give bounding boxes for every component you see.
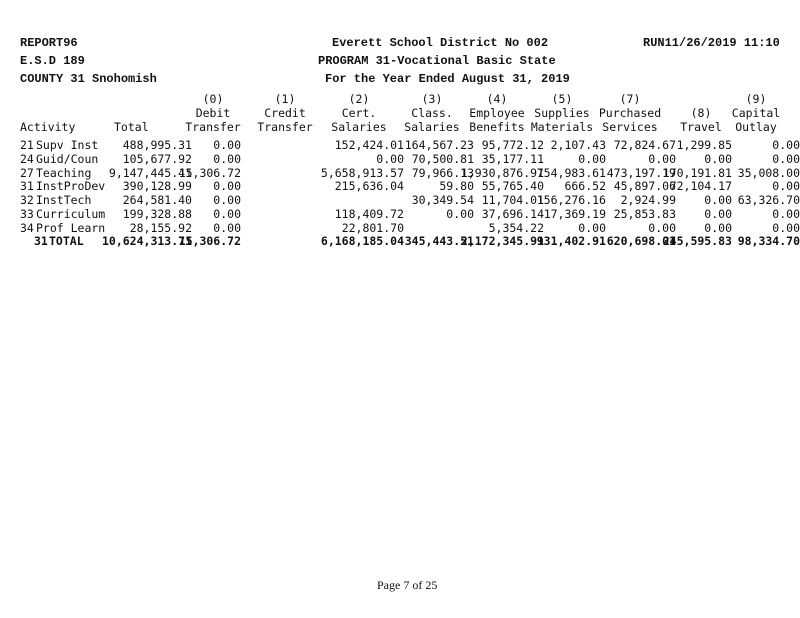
cell-c9: 0.00: [772, 207, 800, 221]
col-header-total: Total: [114, 120, 149, 134]
run-timestamp: RUN11/26/2019 11:10: [643, 36, 780, 50]
report-id: REPORT96: [20, 36, 78, 50]
total-total: 10,624,313.71: [101, 234, 192, 248]
col-header-c1: (1): [274, 92, 296, 106]
total-c5: 931,402.91: [536, 234, 606, 248]
col-header-c3: Salaries: [404, 120, 460, 134]
col-header-c1: Transfer: [257, 120, 313, 134]
cell-c8: 0.00: [704, 220, 732, 235]
col-header-c4: Benefits: [469, 120, 525, 134]
cell-c4: 5,354.22: [488, 220, 544, 235]
cell-c5: 156,276.16: [536, 193, 606, 208]
col-header-c9: Outlay: [735, 120, 777, 134]
cell-c4: 11,704.01: [481, 193, 544, 208]
col-header-c7: (7): [619, 92, 641, 106]
cell-c0: 0.00: [213, 220, 241, 235]
col-header-c4: Employee: [469, 106, 525, 120]
cell-c8: 0.00: [704, 207, 732, 221]
cell-c3: 0.00: [446, 207, 474, 221]
total-c9: 98,334.70: [737, 234, 800, 248]
cell-c0: 0.00: [213, 207, 241, 221]
cell-c7: 0.00: [648, 151, 676, 166]
cell-c9: 0.00: [772, 179, 800, 194]
cell-c0: 0.00: [213, 193, 241, 208]
cell-c9: 63,326.70: [737, 193, 800, 208]
col-header-c2: (2): [348, 92, 370, 106]
row-activity: Guid/Coun: [36, 151, 99, 166]
cell-c2: 22,801.70: [341, 220, 404, 235]
total-code: 31: [34, 234, 48, 248]
total-c2: 6,168,185.04: [320, 234, 404, 248]
col-header-c9: Capital: [731, 106, 781, 120]
cell-c2: 5,658,913.57: [320, 165, 404, 180]
col-header-c4: (4): [486, 92, 508, 106]
col-header-c0: (0): [202, 92, 224, 106]
row-activity: Curriculum: [36, 207, 106, 221]
cell-c2: 118,409.72: [334, 207, 404, 221]
row-code: 33: [20, 207, 34, 221]
cell-c5: 666.52: [564, 179, 606, 194]
cell-c2: 152,424.01: [334, 138, 404, 152]
cell-c7: 72,824.67: [613, 138, 676, 152]
row-activity: Teaching: [36, 165, 92, 180]
row-code: 21: [20, 138, 34, 152]
cell-c4: 1,930,876.91: [460, 165, 544, 180]
cell-c8: 0.00: [704, 151, 732, 166]
col-header-c5: Materials: [530, 120, 594, 134]
cell-total: 488,995.31: [122, 138, 192, 152]
cell-c7: 473,197.19: [606, 165, 676, 180]
cell-c0: 15,306.72: [178, 165, 241, 180]
col-header-c5: (5): [551, 92, 573, 106]
total-label: TOTAL: [49, 234, 84, 248]
col-header-activity: Activity: [20, 120, 76, 134]
cell-c7: 45,897.06: [613, 179, 676, 194]
col-header-c3: Class.: [411, 106, 453, 120]
row-activity: Prof Learn: [36, 220, 106, 235]
row-activity: InstTech: [36, 193, 92, 208]
cell-total: 264,581.40: [122, 193, 192, 208]
total-c4: 2,172,345.91: [460, 234, 544, 248]
total-c0: 15,306.72: [178, 234, 241, 248]
row-activity: Supv Inst: [36, 138, 99, 152]
col-header-c8: Travel: [680, 120, 722, 134]
col-header-c9: (9): [745, 92, 767, 106]
county-label: COUNTY 31 Snohomish: [20, 72, 157, 86]
total-c7: 620,698.01: [606, 234, 676, 248]
cell-c8: 0.00: [704, 193, 732, 208]
cell-c2: 0.00: [376, 151, 404, 166]
col-header-c7: Services: [602, 120, 658, 134]
col-header-c1: Credit: [264, 106, 306, 120]
cell-c5: 17,369.19: [543, 207, 606, 221]
row-code: 27: [20, 165, 34, 180]
row-code: 24: [20, 151, 34, 166]
program-label: PROGRAM 31-Vocational Basic State: [318, 54, 556, 68]
cell-c5: 754,983.61: [536, 165, 606, 180]
cell-c3: 59.80: [439, 179, 474, 194]
col-header-c3: (3): [421, 92, 443, 106]
cell-c0: 0.00: [213, 138, 241, 152]
cell-c2: 215,636.04: [334, 179, 404, 194]
cell-total: 9,147,445.41: [108, 165, 192, 180]
cell-c7: 25,853.83: [613, 207, 676, 221]
total-c3: 345,443.51: [404, 234, 474, 248]
cell-total: 390,128.99: [122, 179, 192, 194]
col-header-c7: Purchased: [598, 106, 662, 120]
cell-c4: 35,177.11: [481, 151, 544, 166]
cell-c5: 0.00: [578, 151, 606, 166]
cell-c9: 0.00: [772, 220, 800, 235]
cell-c4: 95,772.12: [481, 138, 544, 152]
cell-c3: 70,500.81: [411, 151, 474, 166]
cell-c5: 2,107.43: [550, 138, 606, 152]
period-label: For the Year Ended August 31, 2019: [325, 72, 570, 86]
col-header-c2: Cert.: [341, 106, 377, 120]
cell-c0: 0.00: [213, 151, 241, 166]
cell-c9: 0.00: [772, 151, 800, 166]
row-code: 31: [20, 179, 34, 194]
cell-c8: 170,191.81: [662, 165, 732, 180]
cell-c8: 72,104.17: [669, 179, 732, 194]
col-header-c2: Salaries: [331, 120, 387, 134]
cell-c7: 0.00: [648, 220, 676, 235]
district-name: Everett School District No 002: [332, 36, 549, 50]
row-activity: InstProDev: [36, 179, 106, 194]
cell-total: 199,328.88: [122, 207, 192, 221]
cell-c3: 30,349.54: [411, 193, 474, 208]
cell-c0: 0.00: [213, 179, 241, 194]
row-code: 32: [20, 193, 34, 208]
cell-c3: 164,567.23: [404, 138, 474, 152]
cell-c8: 1,299.85: [676, 138, 732, 152]
total-c8: 245,595.83: [662, 234, 732, 248]
page-number: Page 7 of 25: [377, 578, 438, 592]
cell-total: 28,155.92: [129, 220, 192, 235]
cell-c5: 0.00: [578, 220, 606, 235]
esd-label: E.S.D 189: [20, 54, 85, 68]
cell-c9: 0.00: [772, 138, 800, 152]
cell-c3: 79,966.13: [411, 165, 474, 180]
cell-c9: 35,008.00: [737, 165, 800, 180]
col-header-c0: Transfer: [185, 120, 241, 134]
col-header-c0: Debit: [195, 106, 231, 120]
cell-c7: 2,924.99: [620, 193, 676, 208]
col-header-c8: (8): [690, 106, 712, 120]
cell-c4: 55,765.40: [481, 179, 544, 194]
cell-c4: 37,696.14: [481, 207, 544, 221]
cell-total: 105,677.92: [122, 151, 192, 166]
row-code: 34: [20, 220, 34, 235]
col-header-c5: Supplies: [534, 106, 590, 120]
